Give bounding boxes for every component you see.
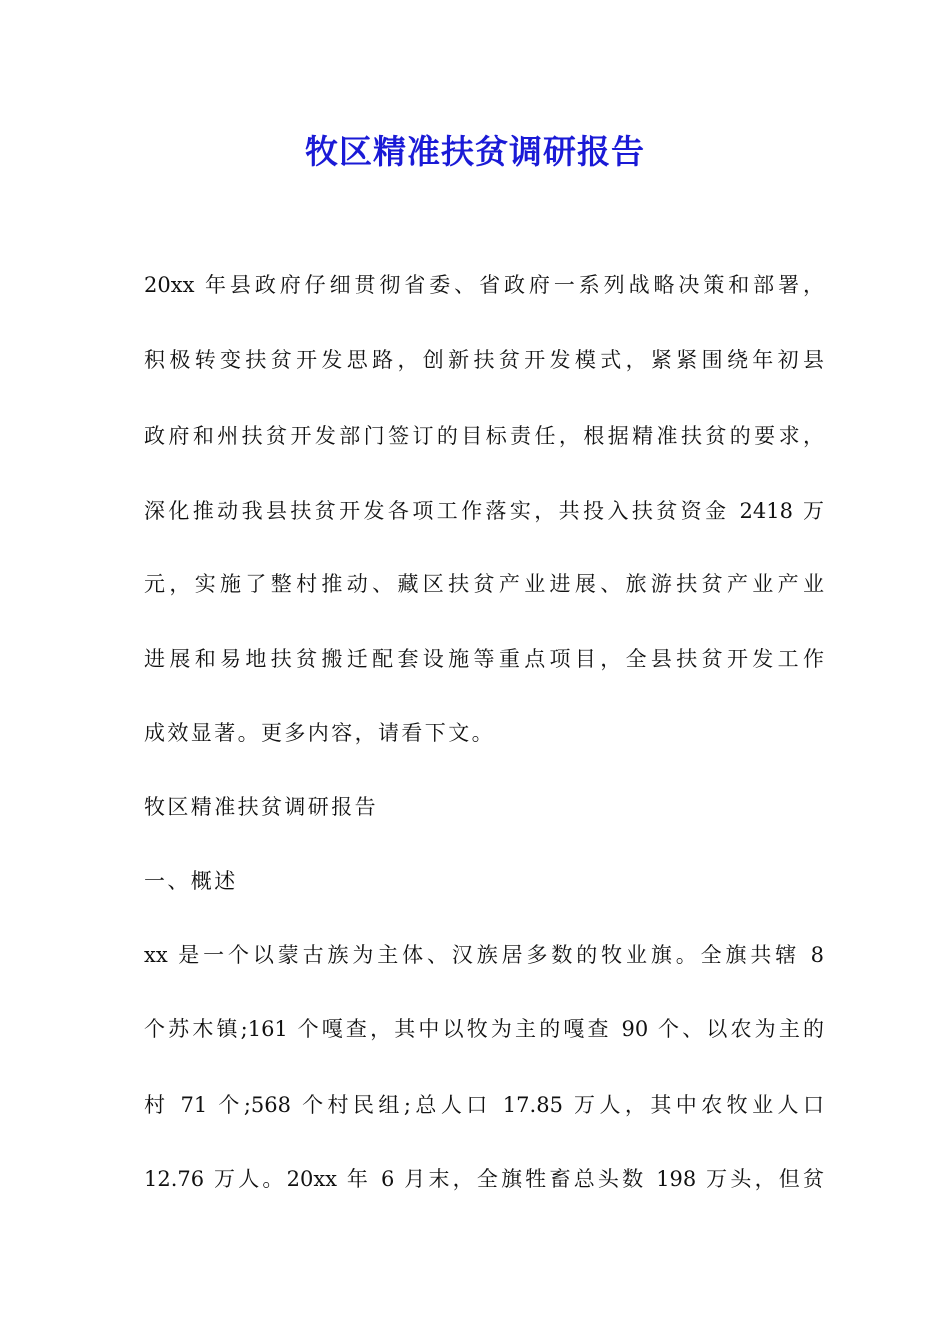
paragraph-line: 积极转变扶贫开发思路，创新扶贫开发模式，紧紧围绕年初县 xyxy=(144,348,824,372)
paragraph-line: xx 是一个以蒙古族为主体、汉族居多数的牧业旗。全旗共辖 8 xyxy=(144,943,824,967)
section-heading: 一、概述 xyxy=(144,869,238,893)
section-heading: 牧区精准扶贫调研报告 xyxy=(144,795,378,819)
paragraph-line: 20xx 年县政府仔细贯彻省委、省政府一系列战略决策和部署， xyxy=(144,273,824,297)
document-title: 牧区精准扶贫调研报告 xyxy=(305,132,645,171)
paragraph-line: 12.76 万人。20xx 年 6 月末，全旗牲畜总头数 198 万头，但贫 xyxy=(144,1167,824,1191)
paragraph-line: 成效显著。更多内容，请看下文。 xyxy=(144,721,495,745)
paragraph-line: 元，实施了整村推动、藏区扶贫产业进展、旅游扶贫产业产业 xyxy=(144,572,824,596)
paragraph-line: 政府和州扶贫开发部门签订的目标责任，根据精准扶贫的要求， xyxy=(144,424,824,448)
paragraph-line: 个苏木镇;161 个嘎查，其中以牧为主的嘎查 90 个、以农为主的 xyxy=(144,1017,824,1041)
paragraph-line: 深化推动我县扶贫开发各项工作落实，共投入扶贫资金 2418 万 xyxy=(144,499,824,523)
paragraph-line: 进展和易地扶贫搬迁配套设施等重点项目，全县扶贫开发工作 xyxy=(144,647,824,671)
paragraph-line: 村 71 个;568 个村民组;总人口 17.85 万人，其中农牧业人口 xyxy=(144,1093,824,1117)
